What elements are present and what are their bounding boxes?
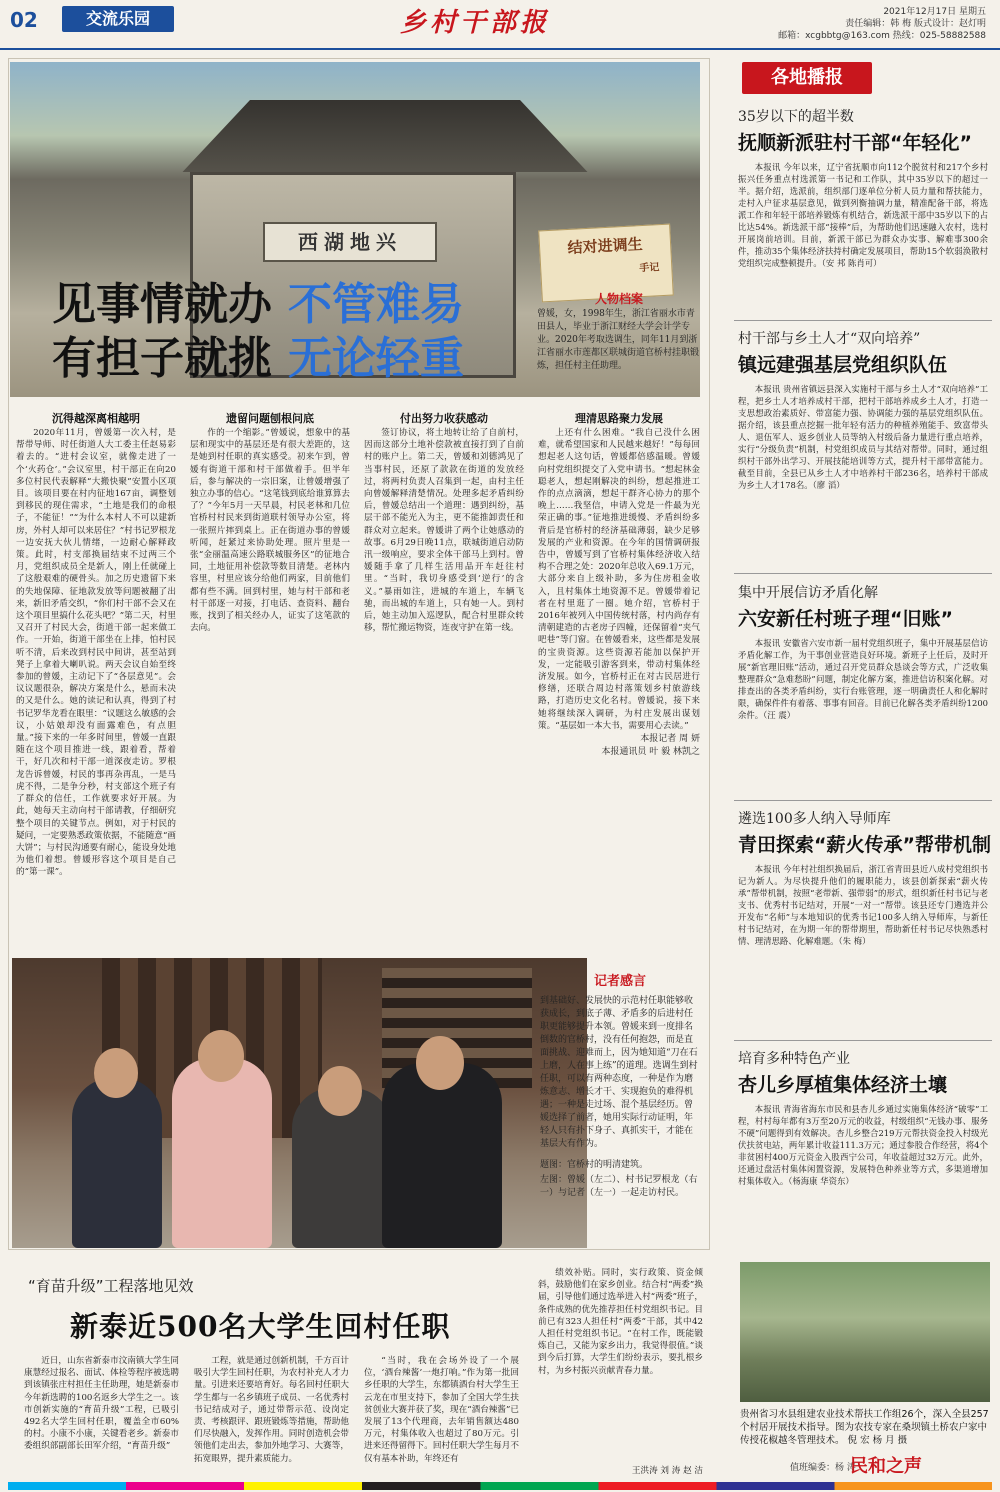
col4-byline-1: 本报记者 周 妍: [640, 734, 700, 745]
story-2-text: 本报讯 贵州省镇远县深入实施村干部与乡土人才“双向培养”工程，把乡土人才培养成村干部，把村干部培养成乡土人才，打造一支思想政治素质好、带富能力强、协调能力强的基层党组织队伍。据介绍，该县重点挖掘一批年轻有活力的种植养殖能手、致富带头人、退伍军人、返乡创业人员等纳入村级后备力量进行重点培养，实行“分级负责”机制，村党组织成员与其结对帮带。同时，通过组织村干部外出学习、开展技能培训等方式，提升村干部带富能力。截至目前，全县已从乡土人才中培养村干部236名，培养村干部成为乡土人才178名。（廖 滔）: [738, 384, 988, 490]
person-2: [172, 1058, 272, 1248]
bottom-title: 新泰近500名大学生回村任职: [70, 1310, 451, 1343]
story-1-kicker: 35岁以下的超半数: [738, 109, 854, 125]
bottom-col-3-text: “当时，我在会场外设了一个展位，‘酒台辣酱’一炮打响。”作为第一批回乡任职的大学生，东都镇酒台村大学生王云龙在市里支持下，参加了全国大学生扶贫创业大赛并获了奖，现在“酒台辣酱”已发展了13个代理商，去年销售额达480万元，村集体收入也超过了80万元。引进来还得留得下。回村任职大学生每月不仅有基本补助，年终还有: [364, 1356, 519, 1464]
watermark: 民和之声: [850, 1456, 922, 1477]
col2-text: 作的一个缩影。”曾媛说，想象中的基层和现实中的基层还是有很大差距的，这是她到村任职的真实感受。初来乍到，曾媛有街道干部和村干部做着手。但半年后，参与解决的一宗旧案，让曾媛增强了独立办事的信心。“这笔钱到底给谁算算去了？”今年5月一天早晨，村民老林和几位官桥村村民来到街道联村领导办公室，将一张照片摔到桌上。正在街道办事的曾媛听闻，赶紧过来协助处理。照片里是一张“金丽温高速公路联城服务区”的征地合同，土地征用补偿款等数目清楚。老林内容里，村里应该分给他们两家，目前他们都有些不满。回到村里，她与村干部和老村干部逐一对接，打电话、查资料、翻台账，找到了相关经办人，证实了这笔款的去向。: [190, 428, 350, 634]
story-5-body: [734, 1103, 992, 1253]
photo-caption-text: 贵州省习水县组建农业技术帮扶工作组26个，深入全县257个村居开展技术指导。图为农技专家在桑坝镇土桥农户家中传授花椒越冬管理技术。: [740, 1409, 989, 1446]
divider: [734, 573, 992, 574]
story-4-title: 青田探索“薪火传承”帮带机制: [738, 834, 991, 856]
news-badge: 各地播报: [742, 62, 872, 94]
contact: 邮箱：xcgbbtg@163.com 热线：025-58882588: [778, 31, 986, 41]
story-1-text: 本报讯 今年以来，辽宁省抚顺市向112个脱贫村和217个乡村振兴任务重点村选派第一书记和工作队，其中35岁以下的超过一半。据介绍，选派前，组织部门逐单位分析人员力量和帮扶能力，走村入户征求基层意见，做到列衡抽调力量，精准配备干部，将选派工作和年轻干部培养锻炼有机结合，新选派干部中35岁以下的占比达54%。新选派干部“接棒”后，为帮助他们迅速融入农村，选村开展岗前培训。目前，新派干部已为群众办实事、解难事300余件，推动35个集体经济扶持村确定发展项目，帮助15个软弱涣散村党组织完成整顿提升。（安 邦 陈肖可）: [738, 162, 988, 268]
story-4-kicker: 遴选100多人纳入导师库: [738, 811, 891, 827]
bottom-story: [8, 1265, 708, 1485]
reporter-note-text: 到基础好、发展快的示范村任职能够收获成长，到底子薄、矛盾多的后进村任职更能够提升本领。曾媛来到一度排名倒数的官桥村，没有任何抱怨，而是直面挑战、迎难而上，因为她知道“刀在石上磨，人在事上练”的道理。选调生到村任职，可以有两种态度，一种是作为磨炼意志、增长才干、实现抱负的难得机遇；一种是走过场、混个基层经历。曾媛选择了前者，她用实际行动证明，年轻人只有扑下身子、真抓实干，才能在基层大有作为。: [540, 996, 698, 1149]
bottom-col-2-text: 工程，就是通过创新机制，千方百计吸引大学生回村任职，为农村补充人才力量。引进来还要培育好。每名回村任职大学生都与一名乡镇班子成员、一名优秀村书记结成对子，通过带帮示范、设岗定责、考核跟评、跟班锻炼等措施，帮助他们尽快融入，发挥作用。同时创造机会带领他们走出去，参加外地学习、大赛等，拓宽眼界，提升素质能力。: [194, 1356, 349, 1464]
story-1-body: [734, 161, 992, 329]
person-4-head: [416, 1036, 464, 1090]
story-5-title: 杏儿乡厚植集体经济土壤: [738, 1074, 948, 1096]
col2-subhead: 遗留问题刨根问底: [226, 412, 314, 425]
article-column-4: [538, 410, 700, 950]
bottom-col-3: [364, 1355, 519, 1480]
person-2-head: [198, 1030, 244, 1082]
bottom-byline: 王洪涛 刘 涛 赵 洁: [631, 1466, 703, 1476]
interview-photo: [12, 958, 587, 1248]
article-column-1: [16, 410, 176, 950]
column-tag-title: 结对进调生: [567, 235, 644, 257]
masthead-logo: 乡村干部报: [400, 8, 551, 38]
bottom-kicker: “育苗升级”工程落地见效: [28, 1277, 194, 1295]
col3-text: 签订协议，将土地转让给了自前村，因而这部分土地补偿款被直接打到了自前村的账户上。第二天，曾媛和刘德鸿见了当事村民，还原了款款在街道的发放经过，将两村负责人召集到一起，由村主任向曾媛解释清楚情况。处理多起矛盾纠纷后，曾媛总结出一个道理：遇到纠纷，基层干部不能光入为主，更不能推卸责任和群众对立起来。曾媛讲了两个让她感动的故事。6月29日晚11点，联城街道启动防汛一级响应，要求全体干部马上到村。曾媛随手拿了几样生活用品开车赶往村里。“当时，我切身感受到‘逆行’的含义。”暴雨如注，进城的车道上，车辆飞驰，而出城的车道上，只有她一人。到村后，她主动加入巡逻队，配合村里群众转移，帮忙搬运物资，连夜守护在第一线。: [364, 428, 524, 634]
bottom-col-4: [538, 1267, 703, 1462]
news-story-2: [734, 328, 992, 583]
farming-photo: [740, 1262, 990, 1402]
story-4-text: 本报讯 今年村社组织换届后，浙江省青田县近八成村党组织书记为新人。为尽快提升他们的履职能力，该县创新探索“薪火传承”帮带机制，按照“老带新、强带弱”的形式，组织新任村书记与老支书、优秀村书记结对，开展“一对一”帮带。该县还专门遴选并公开发布“名师”与本地知识的优秀书记100多人纳入导师库，与新任村书记结对，在为期一年的帮带期里，帮助新任村书记尽快熟悉村情、理清思路、化解难题。（朱 梅）: [738, 864, 988, 946]
news-story-3: [734, 582, 992, 809]
print-color-bar: [8, 1482, 992, 1490]
col4-subhead: 理清思路聚力发展: [575, 412, 663, 425]
col3-subhead: 付出努力收获感动: [400, 412, 488, 425]
editors: 责任编辑：韩 梅 版式设计：赵灯明: [845, 19, 986, 29]
plaque-text: 西湖地兴: [263, 222, 437, 262]
headline-left-1: 见事情就办: [52, 279, 272, 330]
story-4-body: [734, 863, 992, 1048]
news-story-4: [734, 808, 992, 1048]
person-4: [382, 1063, 502, 1248]
article-column-3: [364, 410, 524, 950]
person-3-head: [318, 1066, 362, 1116]
person-1-head: [94, 1048, 138, 1098]
reporter-note: [540, 970, 700, 1200]
story-3-body: [734, 637, 992, 809]
date: 2021年12月17日 星期五: [883, 7, 986, 17]
headline-left-2: 有担子就挑: [52, 333, 272, 384]
reporter-note-title: 记者感言: [593, 974, 646, 989]
bottom-col-2: [194, 1355, 349, 1480]
profile-text: 曾媛，女，1998年生，浙江省丽水市青田县人，毕业于浙江财经大学会计学专业。2020年考取选调生，同年11月到浙江省丽水市莲都区联城街道官桥村挂职锻炼，担任村主任助理。: [537, 309, 700, 371]
photo-caption-2: 左图：曾媛（左二）、村书记罗根龙（右一）与记者（左一）一起走访村民。: [540, 1175, 698, 1198]
person-1: [72, 1078, 162, 1248]
headline-right-2: 无论轻重: [288, 333, 464, 384]
bottom-col-1: [24, 1355, 179, 1480]
column-tag-sub: 手记: [639, 262, 660, 275]
section-label: 交流乐园: [62, 6, 174, 32]
page-number: 02: [10, 8, 38, 32]
article-column-2: [190, 410, 350, 950]
duty-editor: 值班编委：杨 涛: [790, 1463, 856, 1473]
feature-headline: [52, 278, 464, 386]
farming-photo-caption: [740, 1408, 990, 1447]
story-5-kicker: 培育多种特色产业: [738, 1051, 850, 1067]
divider: [734, 320, 992, 321]
photo-caption-1: 题图：官桥村的明清建筑。: [540, 1160, 649, 1170]
roof-shape: [160, 82, 610, 172]
news-story-1: [734, 106, 992, 329]
dateline: [716, 6, 986, 42]
divider: [734, 1040, 992, 1041]
story-1-title: 抚顺新派驻村干部“年轻化”: [738, 132, 972, 154]
bottom-col-1-text: 近日，山东省新泰市汶南镇大学生同康慧经过报名、面试、体检等程序被选聘到该镇张庄村担任主任助理，她是新泰市今年新选聘的100名返乡大学生之一。该市创新实施的“育苗升级”工程，已吸引492名大学生回村任职，覆盖全市60%的村。小康不小康，关键看老乡。新泰市委组织部副部长田军介绍，“育苗升级”: [24, 1356, 179, 1452]
story-5-text: 本报讯 青海省海东市民和县杏儿乡通过实施集体经济“破零”工程，村村每年都有3万至20万元的收益，村级组织“无钱办事、服务不硬”问题得到有效解决。杏儿乡整合219万元帮扶资金投入村级光伏扶贫电站，两年累计收益111.3万元；通过参股合作经营，将4个非贫困村400万元资金入股西宁公司，年收益超过32万元。此外，还通过盘活村集体闲置资源，发展特色种养业等方式，多渠道增加村集体收入。（杨海康 华资东）: [738, 1104, 988, 1186]
bottom-col-4-text: 绩效补贴。同时，实行政策、资金倾斜，鼓励他们在家乡创业。结合村“两委”换届，引导他们通过选举进入村“两委”班子，条件成熟的优先推荐担任村党组织书记。目前已有323人担任村“两委”干部，其中42人担任村党组织书记。“在村工作，既能锻炼自己，又能为家乡出力，我觉得很值。”谈到今后打算，大学生们纷纷表示，要扎根乡村，为乡村振兴贡献青春力量。: [538, 1268, 703, 1376]
col1-text: 2020年11月，曾媛第一次入村，是帮带导师、时任街道人大工委主任赵易彩着去的。“进村会议室，就像走进了一个‘火药仓’。”会议室里，村干部正在向20多位村民代表解释“大搬快聚”安置小区项目。该项目要在村内征地167亩，调整划到移民的现住需求，“土地是我们的命根子，不能征！”“为什么本村人不可以建新房，外村人却可以来居住？”村书记罗根龙一边安抚大伙儿情绪，一边耐心解释政策。此时，村支部换届结束不过两三个月，党组织成员全是新人，刚上任就碰上了这般艰难的硬骨头。加之历史遗留下来的失地保障、征地款发放等问题被翻了出来，新旧矛盾交织，“你们村干部不会又在这个项目里搞什么花头吧？”第二天，村里又召开了村民大会，街道干部一起来做工作。一开始，街道干部坐在上排，怕村民听不清，后来改到村民中间讲，甚至站到凳子上拿着大喇叭说。两天会议自始至终参加的曾媛，主动记下了“各层意见”。会议议题很杂，解决方案是什么，悬而未决的又是什么。她的读记和认真，得到了村书记罗华龙看在眼里：“议题这么敏感的会议，小姑娘却没有面露难色，有点胆量。”接下来的一年多时间里，曾媛一直跟随在这个项目推进一线，跟着看，帮着干，好几次和村干部一道深夜走访。罗根龙告诉曾媛，村民的事再杂再乱，一是马虎不得，二是争分秒，村支部这个班子有了群众的信任，工作就要求好开展。为此，她每天主动向村干部请教，仔细研究整个项目的关键节点。例如，对于村民的疑问，一定要熟悉政策依据，不能随意“画大饼”；与村民沟通要有耐心，能设身处地为他们着想。曾媛形容这个项目是自己的“第一课”。: [16, 428, 176, 878]
story-3-title: 六安新任村班子理“旧账”: [738, 608, 953, 630]
col4-text: 上还有什么困难。“我自己没什么困难，就希望国家和人民越来越好！”每每回想起老人这句话，曾媛都倍感温暖。曾媛向村党组织提交了入党申请书。“想起林金聪老人，想起刚解决的纠纷，想起推进工作的点点滴滴，想起干群齐心协力的那个晚上……我坚信，申请入党是一件最为光荣正确的事。”征地推进缓慢、矛盾纠纷多背后是官桥村的经济基础薄弱，缺少足够发展的产业和资源。在今年的国情调研报告中，曾媛写到了官桥村集体经济收入结构不合理之处：2020年总收入69.1万元，大部分来自上级补助，多为住房租金收入，且村集体土地资源不足。曾媛带着记者在村里逛了一圈。她介绍，官桥村于2016年被列入中国传统村落，村内尚存有清朝建造的古老房子四幢，还保留着“夹气吧巷”等门窗。在曾媛看来，这些都是发展的宝贵资源。这些资源若能加以保护开发，一定能吸引游客到来，带动村集体经济发展。如今，官桥村正在对古民居进行修缮，还联合周边村落策划乡村旅游线路，打造历史文化名村。曾媛说，接下来她将继续深入调研，为村庄发展出谋划策。“基层如一本大书，需要用心去读。”: [538, 428, 700, 731]
page-header: [0, 0, 1000, 50]
profile-title: 人物档案: [595, 292, 644, 306]
story-3-text: 本报讯 安徽省六安市新一届村党组织班子，集中开展基层信访矛盾化解工作，为干事创业营造良好环境。新班子上任后，及时开展“新官理旧账”活动，通过召开党员群众恳谈会等方式，广泛收集整理群众“急难愁盼”问题，制定化解方案，推进信访积案化解。对排查出的各类矛盾纠纷，实行台账管理，逐一明确责任人和化解时限，确保件件有着落、事事有回音。目前已化解各类矛盾纠纷1200余件。（汪 震）: [738, 638, 988, 720]
photo-credit: 倪 宏 杨 月 摄: [847, 1435, 908, 1446]
story-2-kicker: 村干部与乡土人才“双向培养”: [738, 331, 921, 347]
col1-subhead: 沉得越深离相越明: [52, 412, 140, 425]
headline-right-1: 不管难易: [288, 279, 464, 330]
story-3-kicker: 集中开展信访矛盾化解: [738, 585, 878, 601]
story-2-title: 镇远建强基层党组织队伍: [738, 354, 948, 376]
col4-byline-2: 本报通讯员 叶 毅 林凯之: [601, 747, 700, 758]
news-story-5: [734, 1048, 992, 1253]
divider: [734, 800, 992, 801]
story-2-body: [734, 383, 992, 583]
